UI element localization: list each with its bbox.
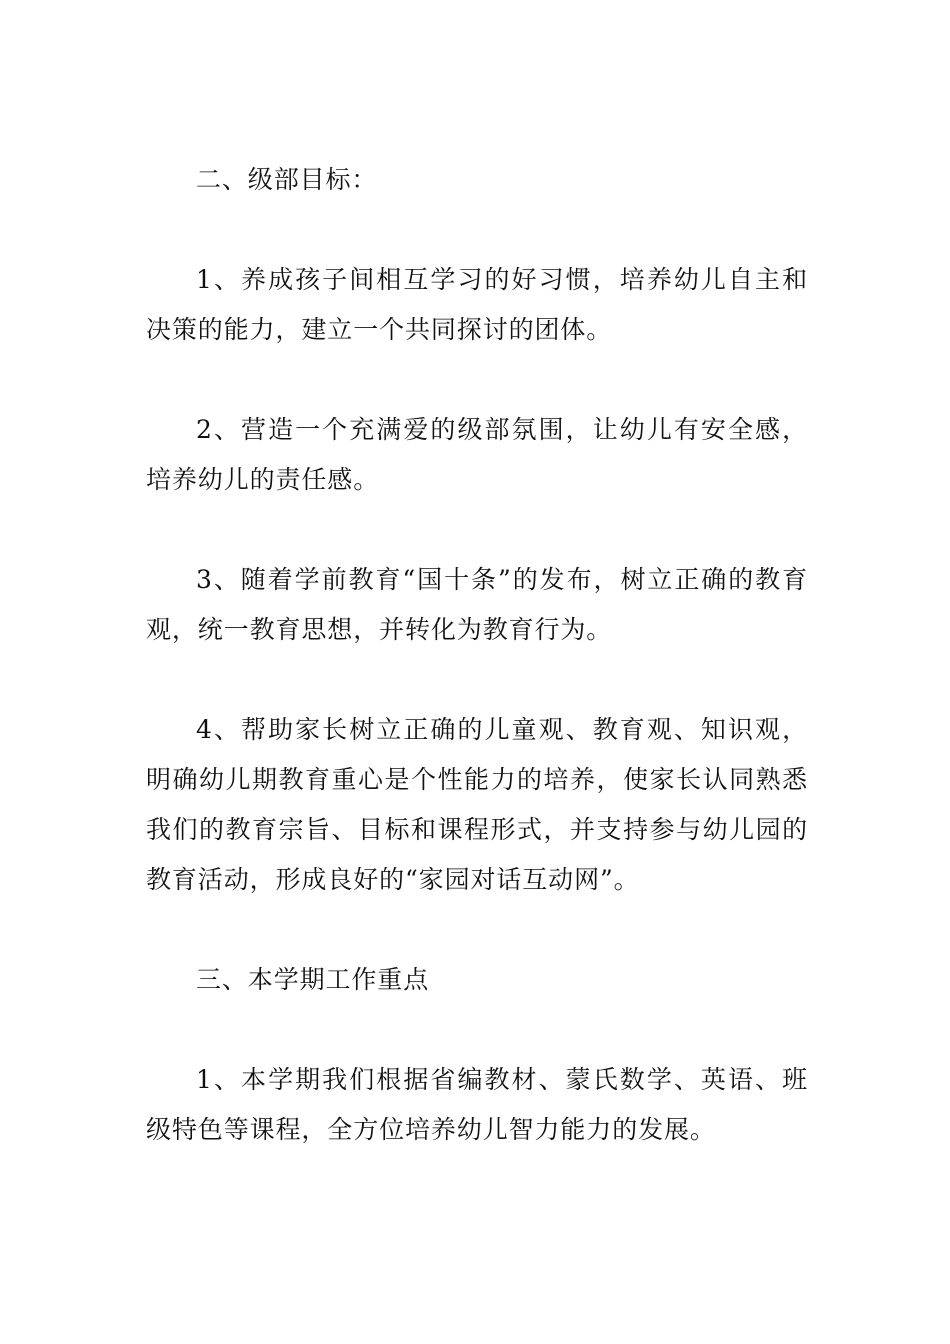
goal-item-3: 3、随着学前教育“国十条”的发布，树立正确的教育观，统一教育思想，并转化为教育行为。 xyxy=(146,565,808,644)
goal-item-2: 2、营造一个充满爱的级部氛围，让幼儿有安全感，培养幼儿的责任感。 xyxy=(146,415,808,494)
paragraph-spacer xyxy=(146,205,808,255)
document-body xyxy=(146,155,808,1155)
paragraph-spacer xyxy=(146,355,808,405)
paragraph-spacer xyxy=(146,655,808,705)
goal-item-1: 1、养成孩子间相互学习的好习惯，培养幼儿自主和决策的能力，建立一个共同探讨的团体。 xyxy=(146,265,808,344)
section-heading-goals: 二、级部目标： xyxy=(196,165,378,194)
section-heading-focus: 三、本学期工作重点 xyxy=(196,965,430,994)
goal-item-4: 4、帮助家长树立正确的儿童观、教育观、知识观，明确幼儿期教育重心是个性能力的培养，使家长认同熟悉我们的教育宗旨、目标和课程形式，并支持参与幼儿园的教育活动，形成良好的“家园对话互动网”。 xyxy=(146,715,808,894)
paragraph-spacer xyxy=(146,505,808,555)
paragraph-spacer xyxy=(146,905,808,955)
paragraph-spacer xyxy=(146,1005,808,1055)
focus-item-1: 1、本学期我们根据省编教材、蒙氏数学、英语、班级特色等课程，全方位培养幼儿智力能力的发展。 xyxy=(146,1065,808,1144)
